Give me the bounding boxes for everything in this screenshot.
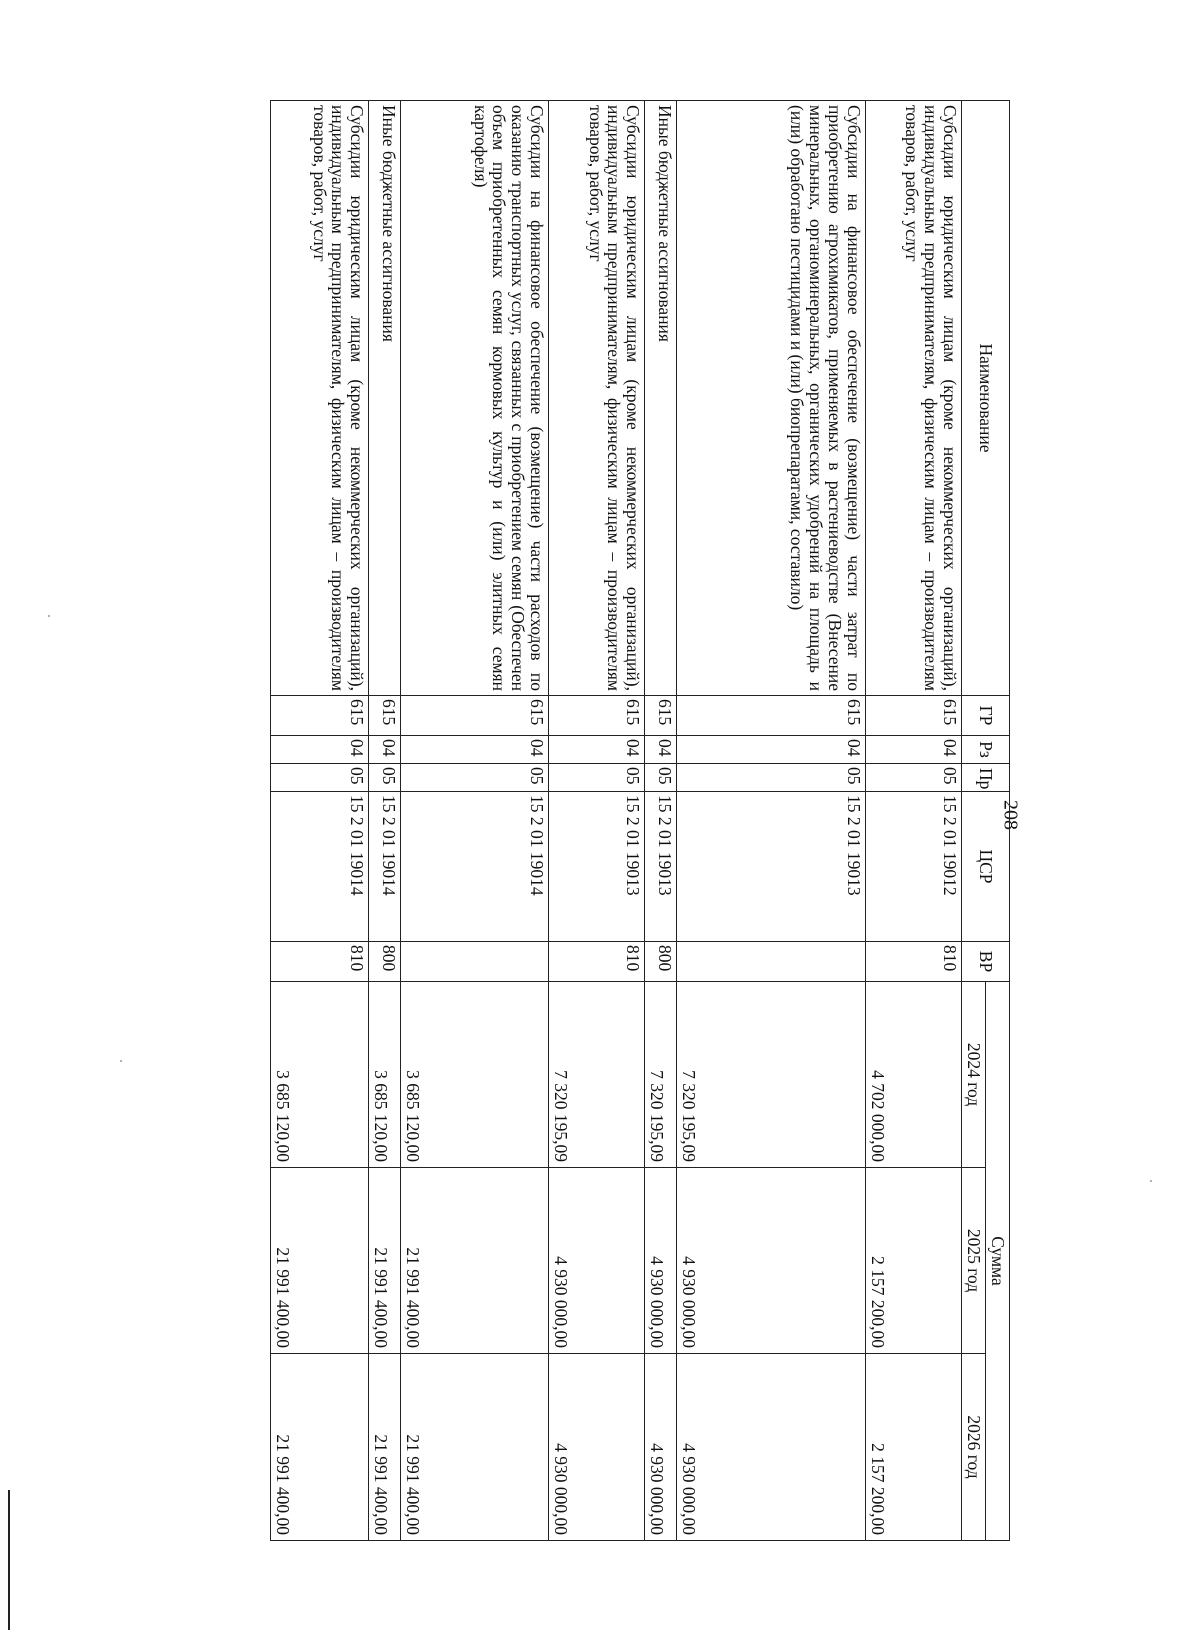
row-2024: 3 685 120,00 (401, 982, 549, 1168)
table-row (369, 101, 401, 1541)
table-row (866, 101, 962, 1541)
header-vr: ВР (962, 942, 1010, 982)
row-vr: 810 (271, 942, 369, 982)
row-pr: 05 (645, 764, 677, 792)
row-2024: 7 320 195,09 (549, 982, 645, 1168)
row-rz: 04 (677, 736, 866, 764)
scan-speck (120, 1060, 122, 1062)
row-name: Иные бюджетные ассигнования (645, 101, 677, 696)
row-rz: 04 (866, 736, 962, 764)
budget-table (270, 100, 1010, 1541)
row-csr: 15 2 01 19014 (369, 792, 401, 942)
scan-edge-mark (8, 1490, 10, 1630)
row-2025: 21 991 400,00 (369, 1168, 401, 1354)
row-vr (401, 942, 549, 982)
row-2024: 3 685 120,00 (369, 982, 401, 1168)
row-2025: 21 991 400,00 (401, 1168, 549, 1354)
scan-speck (1150, 1180, 1152, 1182)
header-gr: ГР (962, 696, 1010, 736)
row-csr: 15 2 01 19014 (271, 792, 369, 942)
row-gr: 615 (271, 696, 369, 736)
row-rz: 04 (645, 736, 677, 764)
header-rz: Рз (962, 736, 1010, 764)
row-rz: 04 (549, 736, 645, 764)
row-csr: 15 2 01 19014 (401, 792, 549, 942)
row-gr: 615 (645, 696, 677, 736)
row-name: Субсидии юридическим лицам (кроме некоммерческих организаций), индивидуальным предпринимателям, физическим лицам – производителям товаров, работ, услуг (271, 101, 369, 696)
row-rz: 04 (401, 736, 549, 764)
header-2025: 2025 год (962, 1168, 986, 1354)
row-2024: 4 702 000,00 (866, 982, 962, 1168)
header-csr: ЦСР (962, 792, 1010, 942)
row-name: Субсидии юридическим лицам (кроме некоммерческих организаций), индивидуальным предпринимателям, физическим лицам – производителям товаров, работ, услуг (549, 101, 645, 696)
header-name: Наименование (962, 101, 1010, 696)
row-rz: 04 (271, 736, 369, 764)
scan-speck (48, 615, 50, 617)
table-row (271, 101, 369, 1541)
row-rz: 04 (369, 736, 401, 764)
row-2024: 3 685 120,00 (271, 982, 369, 1168)
row-2025: 4 930 000,00 (549, 1168, 645, 1354)
row-2025: 2 157 200,00 (866, 1168, 962, 1354)
header-2026: 2026 год (962, 1354, 986, 1541)
row-vr (677, 942, 866, 982)
row-vr: 800 (369, 942, 401, 982)
row-2025: 4 930 000,00 (645, 1168, 677, 1354)
row-pr: 05 (369, 764, 401, 792)
row-gr: 615 (866, 696, 962, 736)
row-2026: 4 930 000,00 (645, 1354, 677, 1541)
row-2024: 7 320 195,09 (677, 982, 866, 1168)
row-csr: 15 2 01 19013 (677, 792, 866, 942)
row-gr: 615 (549, 696, 645, 736)
row-2026: 21 991 400,00 (401, 1354, 549, 1541)
row-csr: 15 2 01 19013 (549, 792, 645, 942)
row-name: Субсидии на финансовое обеспечение (возмещение) части расходов по оказанию транспортных услуг, связанных с приобретением семян (Обеспечен объем приобретенных семян кормовых культур и (или) элитных семян картофеля) (401, 101, 549, 696)
row-2024: 7 320 195,09 (645, 982, 677, 1168)
row-pr: 05 (677, 764, 866, 792)
table-row (401, 101, 549, 1541)
table-row (677, 101, 866, 1541)
row-pr: 05 (271, 764, 369, 792)
header-sum: Сумма (986, 982, 1010, 1541)
row-csr: 15 2 01 19013 (645, 792, 677, 942)
row-2026: 21 991 400,00 (369, 1354, 401, 1541)
row-2026: 2 157 200,00 (866, 1354, 962, 1541)
table-row (549, 101, 645, 1541)
row-2026: 4 930 000,00 (549, 1354, 645, 1541)
row-2026: 21 991 400,00 (271, 1354, 369, 1541)
row-2025: 21 991 400,00 (271, 1168, 369, 1354)
row-gr: 615 (369, 696, 401, 736)
table-row (645, 101, 677, 1541)
row-pr: 05 (866, 764, 962, 792)
row-vr: 810 (866, 942, 962, 982)
row-vr: 800 (645, 942, 677, 982)
row-pr: 05 (549, 764, 645, 792)
page-number: 208 (999, 800, 1022, 830)
budget-table-rotated (270, 100, 1010, 1540)
row-vr: 810 (549, 942, 645, 982)
row-name: Субсидии на финансовое обеспечение (возмещение) части затрат по приобретению агрохимикатов, применяемых в растениеводстве (Внесение минеральных, органоминеральных, органических удобрений на площадь и (или) обработано пестицидами и (или) биопрепаратами, составило) (677, 101, 866, 696)
row-name: Субсидии юридическим лицам (кроме некоммерческих организаций), индивидуальным предпринимателям, физическим лицам – производителям товаров, работ, услуг (866, 101, 962, 696)
row-gr: 615 (677, 696, 866, 736)
header-2024: 2024 год (962, 982, 986, 1168)
row-name: Иные бюджетные ассигнования (369, 101, 401, 696)
row-gr: 615 (401, 696, 549, 736)
header-row (986, 101, 1010, 1541)
row-pr: 05 (401, 764, 549, 792)
row-csr: 15 2 01 19012 (866, 792, 962, 942)
row-2025: 4 930 000,00 (677, 1168, 866, 1354)
row-2026: 4 930 000,00 (677, 1354, 866, 1541)
header-pr: Пр (962, 764, 1010, 792)
